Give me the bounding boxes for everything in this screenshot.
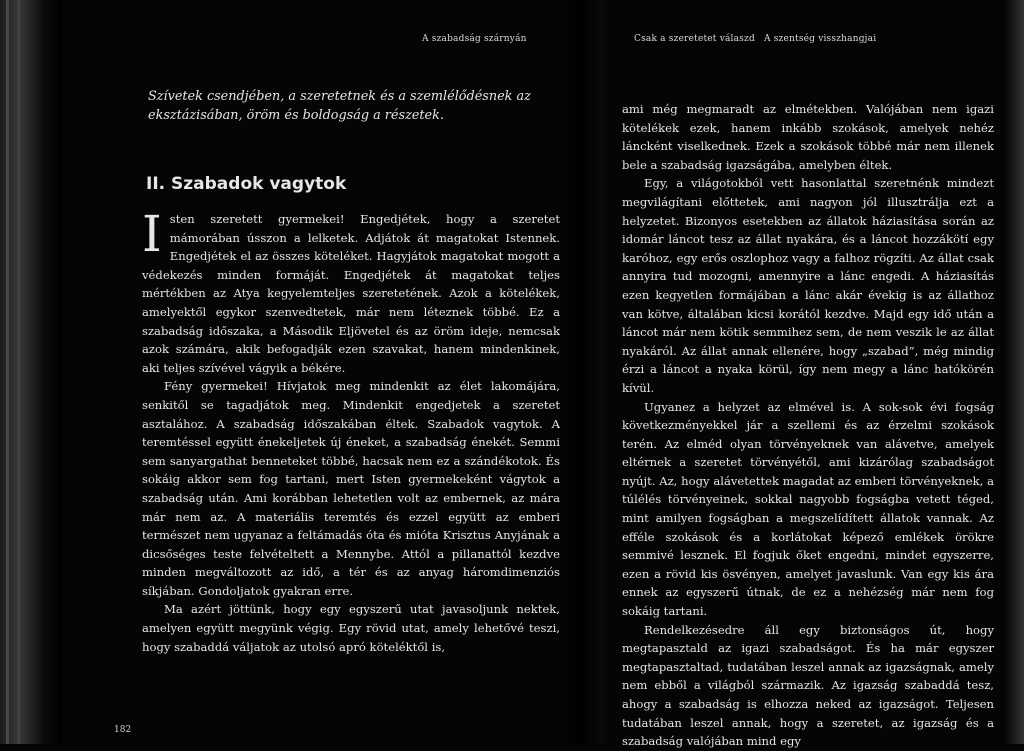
paragraph: Ugyanez a helyzet az elmével is. A sok-sok évi fogság következményekkel jár a szellemi és az érzelmi szokások terén. Az elméd olyan törvényeknek van alávetve, amelyek eltérnek a szeretet törvényétől, ami kizárólag szabadságot nyújt. Az, hogy alávetettek magadat az emberi törvényeknek, a túlélés törvényeinek, sokkal nagyobb fogságba vetett téged, mint amilyen fogságban a megszelídített állatok vannak. Az efféle szokások és a korlátokat képező emlékek örökre semmivé lesznek. El fogjuk őket engedni, mindet egyszerre, ezen a rövid kis ösvényen, amelyet javaslunk. Van egy kis ára ennek az egyszerű útnak, de ez a nehézség már nem fog sokáig tartani. bbox=[622, 399, 994, 619]
page-edge-left bbox=[0, 0, 62, 744]
paragraph: Egy, a világotokból vett hasonlattal szeretnénk mindezt megvilágítani előttetek, ami nagyon jól illusztrálja ezt a helyzetet. Bizonyos esetekben az állatok háziasítása során az idomár láncot tesz az állat nyakára, és a láncot hozzákötí egy karóhoz, egy erős oszlophoz vagy a falhoz rögzíti. Az állat csak annyira tud mozogni, amennyire a lánc engedi. A háziasítás ezen kegyetlen formájában a lánc akár évekig is az állathoz van kötve, általában kicsi korától kezdve. Majd egy idő után a láncot már nem kötik semmihez sem, de nem veszik le az állat nyakáról. Az állat annak ellenére, hogy „szabad”, még mindig érzi a láncot a nyaka körül, így nem megy a lánc hatókörén kívül. bbox=[622, 176, 994, 395]
chapter-title: II. Szabadok vagytok bbox=[146, 174, 347, 194]
book-gutter bbox=[560, 0, 604, 744]
paragraph: ami még megmaradt az elmétekben. Valójában nem igazi kötelékek ezek, hanem inkább szokások, amelyek nehéz láncként viselkednek. Ezek a szokások többé már nem illenek bele a szabadság igazságába, amelyben éltek. bbox=[622, 102, 994, 172]
paragraph bbox=[142, 205, 560, 377]
paragraph: Ma azért jöttünk, hogy egy egyszerű utat javasoljunk nektek, amelyen együtt megyünk végig. Egy rövid utat, amely lehetővé teszi, hogy szabaddá váljatok az utolsó apró köteléktől is, bbox=[142, 602, 560, 654]
right-page bbox=[604, 0, 1002, 749]
intro-text: Szívetek csendjében, a szeretetnek és a szemlélődésnek az eksztázisában, öröm és boldogság a részetek. bbox=[148, 89, 531, 123]
left-body-text bbox=[142, 205, 560, 656]
paragraph-text: sten szeretett gyermekei! Engedjétek, hogy a szeretet mámorában ússzon a lelketek. Adjátok át magatokat Istennek. Engedjétek el az összes köteléket. Hagyjátok magatokat mogott a védekezés minden formáját. Engedjétek át magatokat teljes mértékben az Atya kegyelemteljes szeretetének. Azok a kötelékek, amelyektől egykor szenvedtetek, már nem léteznek többé. Ez a szabadság időszaka, a Második Eljövetel és az öröm ideje, nemcsak azok számára, akik befogadják ezen szavakat, hanem mindenkinek, aki teljes szívével vágyik a békére. bbox=[142, 212, 560, 375]
page-edge-right bbox=[1002, 0, 1024, 744]
running-head-part: A szentség visszhangjai bbox=[763, 34, 877, 44]
paragraph: Fény gyermekei! Hívjatok meg mindenkit az élet lakomájára, senkitől se tagadjátok meg. Mindenkit engedjetek a szeretet asztalához. A szabadság időszakában éltek. Szabadok vagytok. A teremtéssel együtt énekeljetek új éneket, a szabadság énekét. Semmi sem sanyargathat benneteket többé, hacsak nem ez a szándékotok. És sokáig akkor sem fog tartani, mert Isten gyermekeként vágytok a szabadság után. Ami korábban lehetetlen volt az embernek, az mára már nem az. A materiális teremtés és ezzel együtt az emberi természet nem ugyanaz a feltámadás óta és mióta Krisztus Anyjának a dicsőséges teste felvételtett a Mennybe. Attól a pillanattól kezdve minden megváltozott az idő, a tér és az anyag háromdimenziós síkjában. Gondoljatok gyakran erre. bbox=[142, 379, 560, 598]
drop-cap: I bbox=[142, 205, 162, 263]
running-head-right bbox=[634, 34, 882, 44]
right-body-text bbox=[622, 100, 994, 751]
running-head-left: A szabadság szárnyán bbox=[422, 34, 527, 44]
running-head-part: Csak a szeretetet válaszd bbox=[634, 34, 755, 44]
page-number: 182 bbox=[114, 725, 132, 735]
paragraph: Rendelkezésedre áll egy biztonságos út, hogy megtapasztald az igazi szabadságot. És ha már egyszer megtapasztaltad, tudatában leszel annak az igazságnak, amely nem ebből a világból származik. Az igazság szabaddá tesz, ahogy a szabadság is elhozza neked az igazságot. Teljesen tudatában leszel annak, hogy a szeretet, az igazság és a szabadság valójában mind egy bbox=[622, 622, 994, 749]
left-page bbox=[62, 0, 560, 744]
